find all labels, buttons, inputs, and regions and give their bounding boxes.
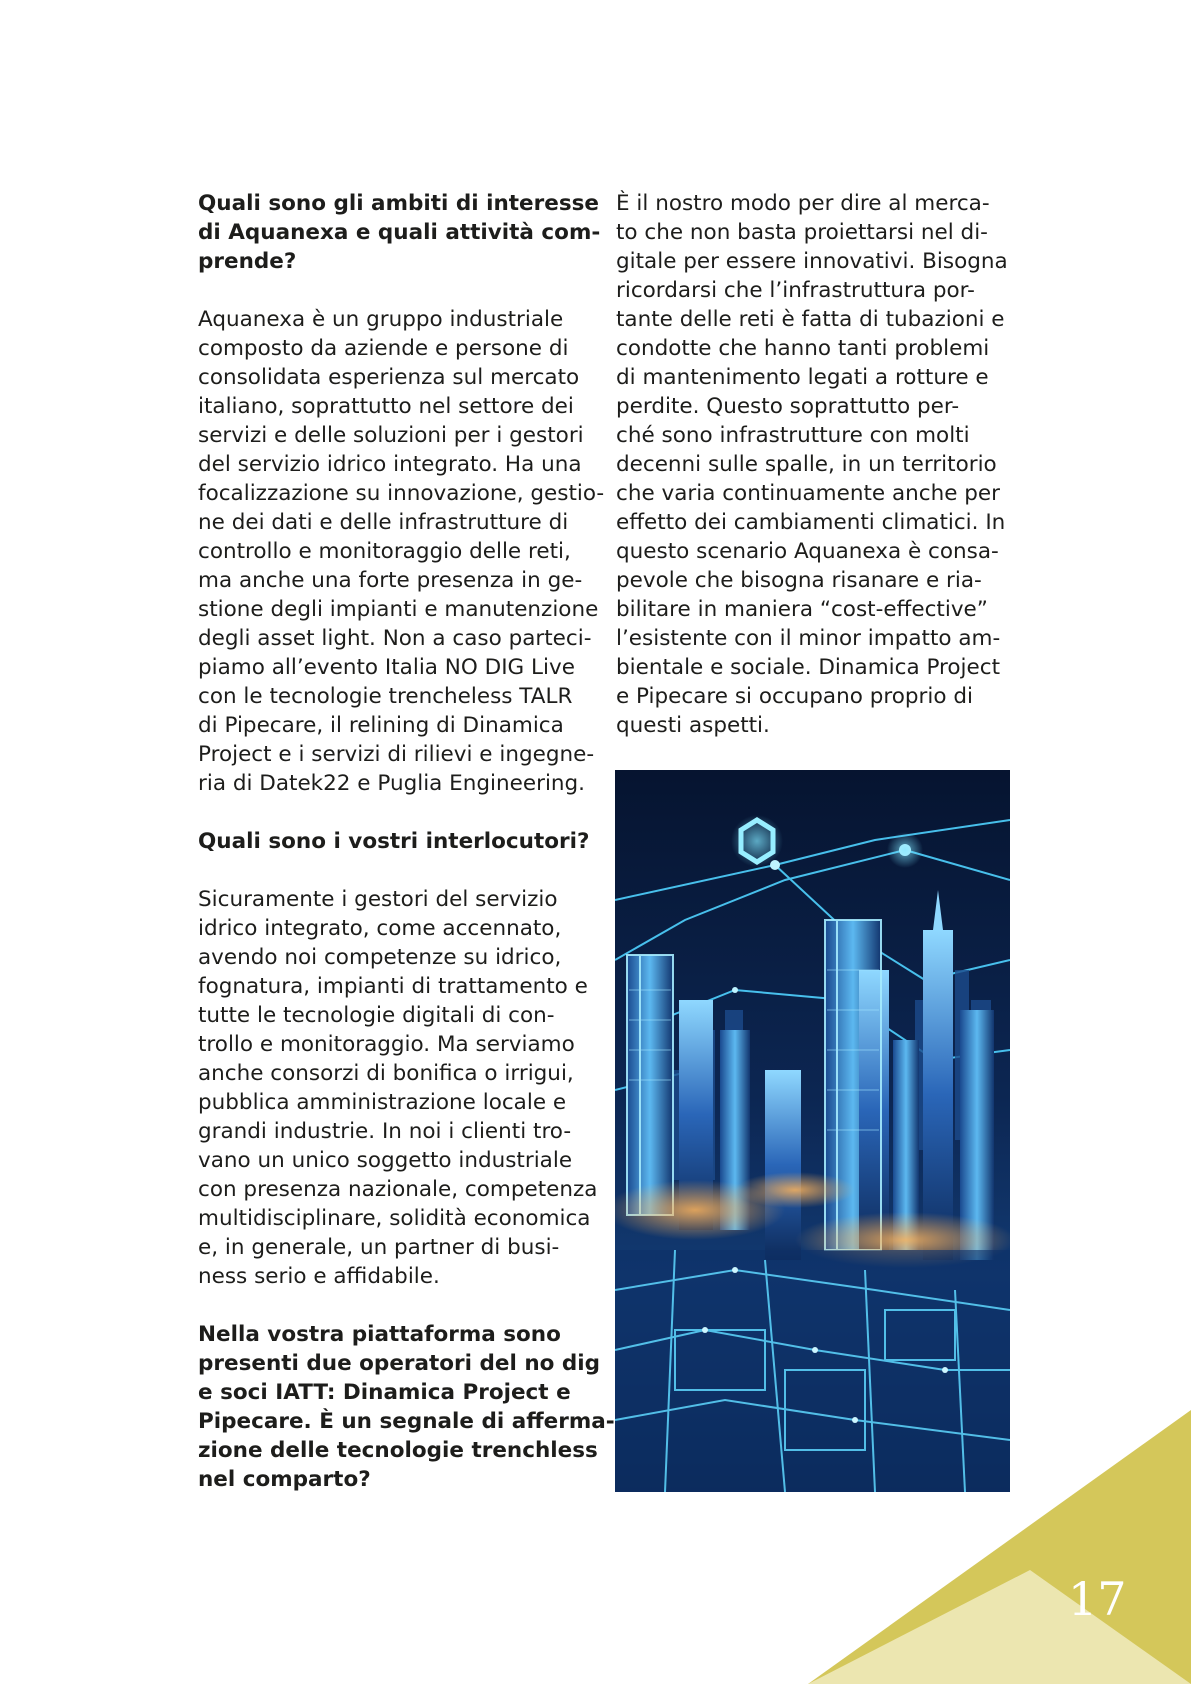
text-line: È il nostro modo per dire al merca- xyxy=(616,191,990,216)
text-line: prende? xyxy=(198,249,297,274)
text-line: Quali sono i vostri interlocutori? xyxy=(198,829,590,854)
text-line: effetto dei cambiamenti climatici. In xyxy=(616,510,1006,535)
text-line: questo scenario Aquanexa è consa- xyxy=(616,539,999,564)
text-line: Project e i servizi di rilievi e ingegne- xyxy=(198,742,595,767)
text-line: idrico integrato, come accennato, xyxy=(198,916,562,941)
text-line: fognatura, impianti di trattamento e xyxy=(198,974,588,999)
text-line: e Pipecare si occupano proprio di xyxy=(616,684,973,709)
text-line: di Aquanexa e quali attività com- xyxy=(198,220,601,245)
text-line: multidisciplinare, solidità economica xyxy=(198,1206,591,1231)
text-line: questi aspetti. xyxy=(616,713,770,738)
text-line: Sicuramente i gestori del servizio xyxy=(198,887,558,912)
text-line: con presenza nazionale, competenza xyxy=(198,1177,598,1202)
text-line: ricordarsi che l’infrastruttura por- xyxy=(616,278,975,303)
text-line: ché sono infrastrutture con molti xyxy=(616,423,970,448)
text-line: focalizzazione su innovazione, gestio- xyxy=(198,481,605,506)
text-line: che varia continuamente anche per xyxy=(616,481,1000,506)
text-line: composto da aziende e persone di xyxy=(198,336,569,361)
text-line: di mantenimento legati a rotture e xyxy=(616,365,989,390)
text-line: di Pipecare, il relining di Dinamica xyxy=(198,713,564,738)
text-line: nel comparto? xyxy=(198,1467,371,1492)
text-line: piamo all’evento Italia NO DIG Live xyxy=(198,655,575,680)
text-line: perdite. Questo soprattutto per- xyxy=(616,394,960,419)
text-line: ma anche una forte presenza in ge- xyxy=(198,568,583,593)
text-line: pubblica amministrazione locale e xyxy=(198,1090,567,1115)
text-line: servizi e delle soluzioni per i gestori xyxy=(198,423,584,448)
text-line: tante delle reti è fatta di tubazioni e xyxy=(616,307,1005,332)
text-line: to che non basta proiettarsi nel di- xyxy=(616,220,988,245)
text-line: stione degli impianti e manutenzione xyxy=(198,597,599,622)
text-line: decenni sulle spalle, in un territorio xyxy=(616,452,997,477)
text-line: consolidata esperienza sul mercato xyxy=(198,365,580,390)
text-line: ria di Datek22 e Puglia Engineering. xyxy=(198,771,586,796)
text-line: Aquanexa è un gruppo industriale xyxy=(198,307,564,332)
text-line: italiano, soprattutto nel settore dei xyxy=(198,394,574,419)
text-line: ne dei dati e delle infrastrutture di xyxy=(198,510,569,535)
text-line: l’esistente con il minor impatto am- xyxy=(616,626,1001,651)
text-line: condotte che hanno tanti problemi xyxy=(616,336,990,361)
text-line: trollo e monitoraggio. Ma serviamo xyxy=(198,1032,575,1057)
text-line: avendo noi competenze su idrico, xyxy=(198,945,562,970)
text-line: vano un unico soggetto industriale xyxy=(198,1148,573,1173)
text-line: degli asset light. Non a caso parteci- xyxy=(198,626,592,651)
text-line: bilitare in maniera “cost-effective” xyxy=(616,597,988,622)
text-line: grandi industrie. In noi i clienti tro- xyxy=(198,1119,572,1144)
text-line: ness serio e affidabile. xyxy=(198,1264,440,1289)
text-line: presenti due operatori del no dig xyxy=(198,1351,601,1376)
text-line: Pipecare. È un segnale di afferma- xyxy=(198,1409,615,1434)
text-line: zione delle tecnologie trenchless xyxy=(198,1438,598,1463)
text-line: anche consorzi di bonifica o irrigui, xyxy=(198,1061,574,1086)
text-line: gitale per essere innovativi. Bisogna xyxy=(616,249,1008,274)
text-line: e, in generale, un partner di busi- xyxy=(198,1235,560,1260)
text-line: del servizio idrico integrato. Ha una xyxy=(198,452,582,477)
page-number: 17 xyxy=(1068,1572,1127,1626)
text-line: bientale e sociale. Dinamica Project xyxy=(616,655,1001,680)
text-line: controllo e monitoraggio delle reti, xyxy=(198,539,571,564)
text-line: e soci IATT: Dinamica Project e xyxy=(198,1380,571,1405)
text-line: con le tecnologie trencheless TALR xyxy=(198,684,573,709)
text-line: Quali sono gli ambiti di interesse xyxy=(198,191,600,216)
text-line: pevole che bisogna risanare e ria- xyxy=(616,568,982,593)
text-line: tutte le tecnologie digitali di con- xyxy=(198,1003,555,1028)
text-line: Nella vostra piattaforma sono xyxy=(198,1322,561,1347)
